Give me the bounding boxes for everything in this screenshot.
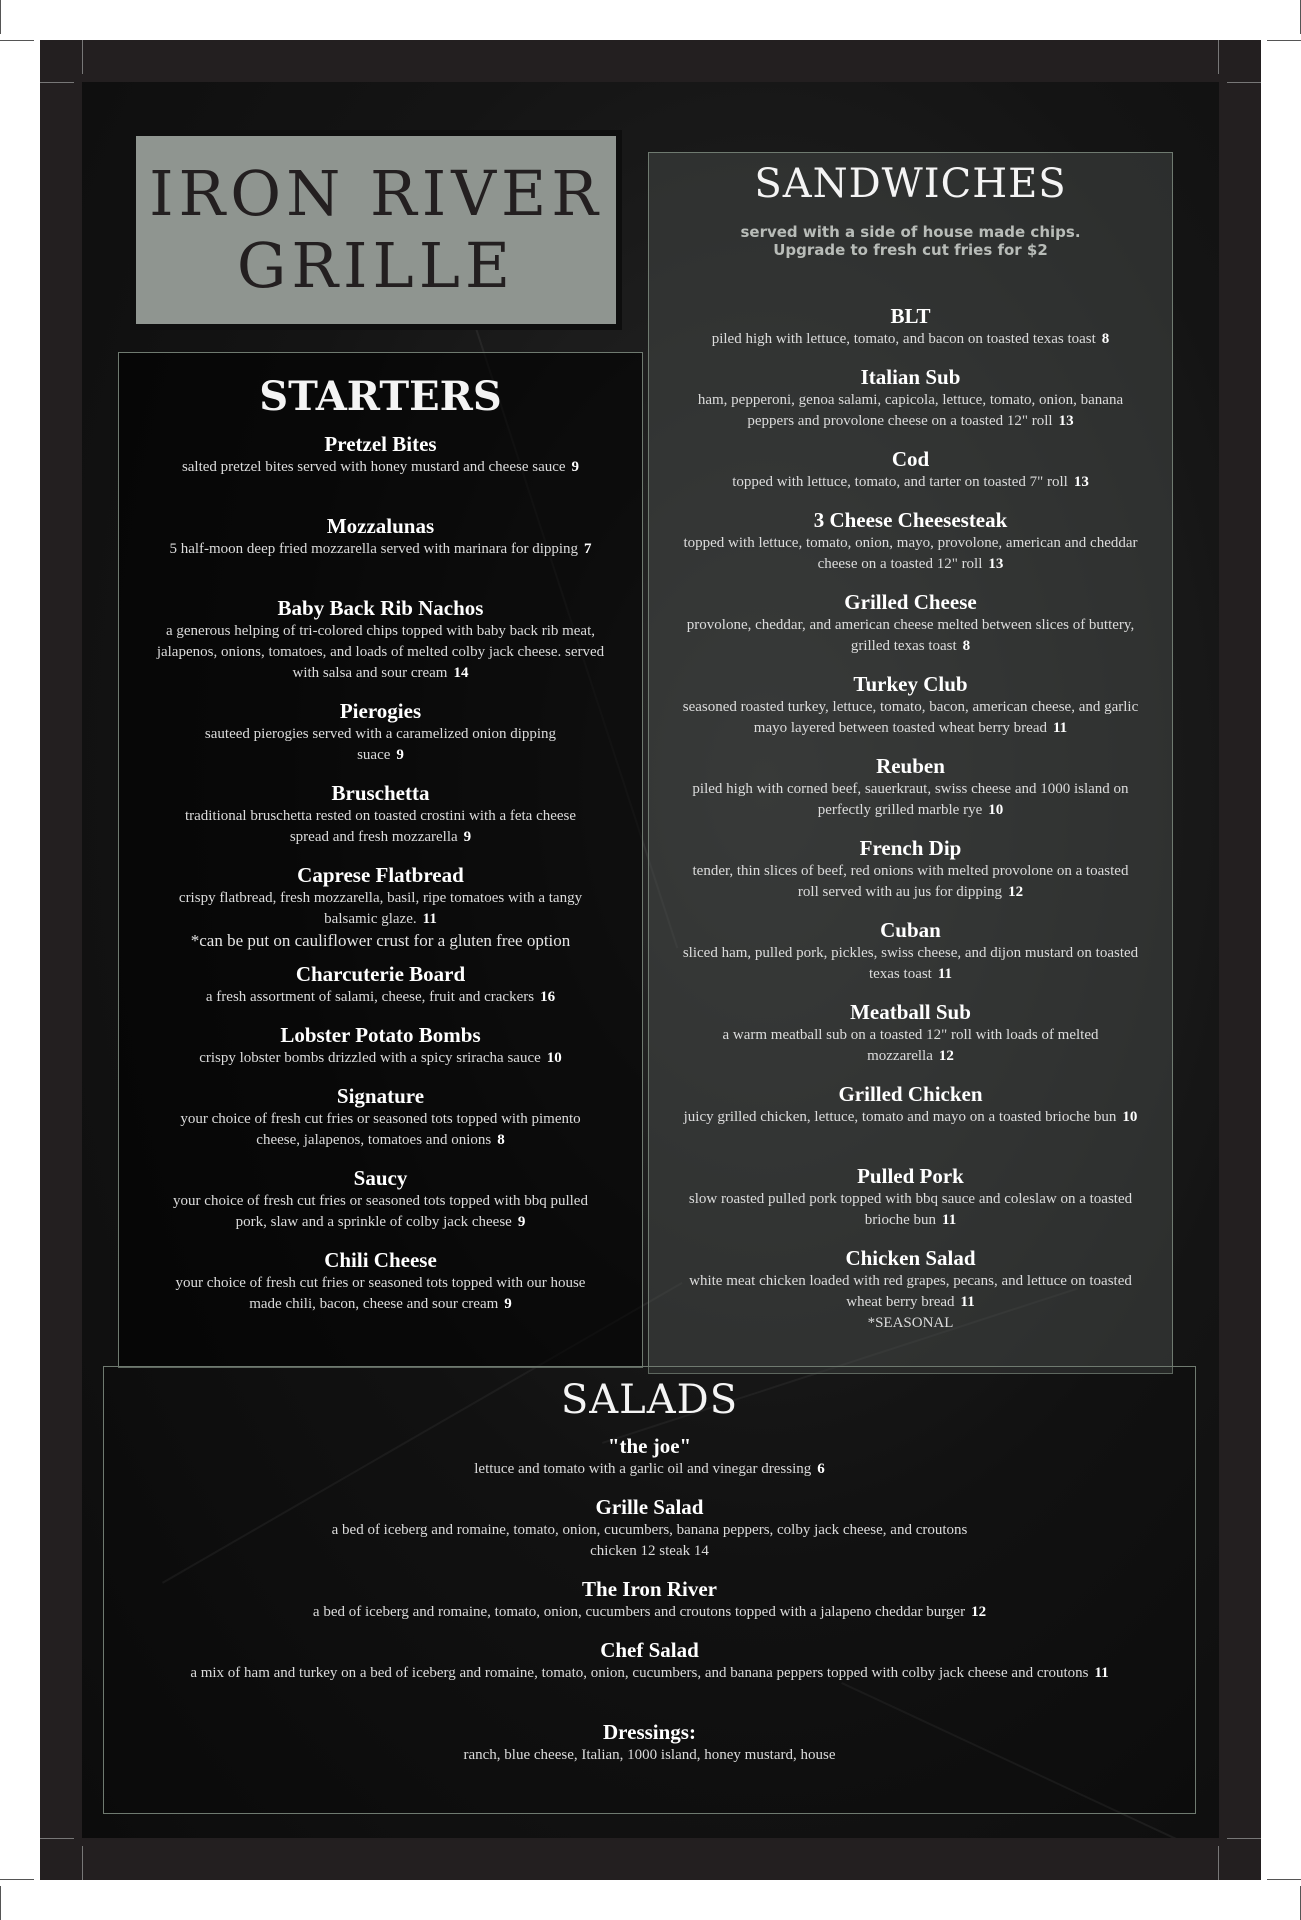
menu-item xyxy=(104,1433,1195,1480)
item-description: traditional bruschetta rested on toasted crostini with a feta cheese spread and fresh mozzarella 9 xyxy=(184,808,577,845)
item-description: a warm meatball sub on a toasted 12" roll with loads of melted mozzarella 12 xyxy=(722,1027,1099,1064)
item-name: 3 Cheese Cheesesteak xyxy=(813,508,1008,532)
menu-item xyxy=(119,513,642,560)
item-price: 11 xyxy=(1053,720,1068,736)
title-line-2: GRILLE xyxy=(236,229,516,302)
item-description: white meat chicken loaded with red grapes, pecans, and lettuce on toasted wheat berry bread 11 xyxy=(689,1273,1132,1310)
salads-heading: SALADS xyxy=(560,1377,739,1423)
item-description: lettuce and tomato with a garlic oil and vinegar dressing 6 xyxy=(474,1461,825,1477)
menu-item xyxy=(119,862,642,952)
item-name: Reuben xyxy=(876,754,945,778)
crop-mark xyxy=(0,1879,34,1880)
item-price: 10 xyxy=(988,802,1004,818)
item-price: 8 xyxy=(962,638,971,654)
menu-item xyxy=(119,1247,642,1315)
menu-item xyxy=(649,917,1172,985)
crop-mark xyxy=(1218,1846,1219,1880)
menu-item xyxy=(104,1719,1195,1766)
item-price: 13 xyxy=(988,556,1004,572)
item-description: a fresh assortment of salami, cheese, fruit and crackers 16 xyxy=(205,989,556,1005)
item-note: *can be put on cauliflower crust for a gluten free option xyxy=(190,931,571,950)
item-description: topped with lettuce, tomato, onion, mayo, provolone, american and cheddar cheese on a toasted 12" roll 13 xyxy=(683,535,1138,572)
menu-item xyxy=(119,961,642,1008)
item-price-options: chicken 12 steak 14 xyxy=(590,1543,709,1559)
menu-item xyxy=(119,1022,642,1069)
item-price: 11 xyxy=(937,966,953,982)
item-description: ham, pepperoni, genoa salami, capicola, lettuce, tomato, onion, banana peppers and provolone cheese on a toasted 12" roll 13 xyxy=(697,392,1124,429)
item-name: Chef Salad xyxy=(600,1638,699,1662)
item-name: French Dip xyxy=(859,836,962,860)
item-name: Turkey Club xyxy=(853,672,968,696)
menu-item xyxy=(649,1081,1172,1128)
item-name: Pretzel Bites xyxy=(324,432,437,456)
menu-item xyxy=(119,595,642,684)
menu-item xyxy=(119,1165,642,1233)
item-price: 14 xyxy=(453,665,469,681)
item-description: your choice of fresh cut fries or seasoned tots topped with pimento cheese, jalapenos, tomatoes and onions 8 xyxy=(180,1111,581,1148)
menu-item xyxy=(649,303,1172,350)
item-description: seasoned roasted turkey, lettuce, tomato, bacon, american cheese, and garlic mayo layered between toasted wheat berry bread 11 xyxy=(682,699,1139,736)
menu-item xyxy=(649,999,1172,1067)
crop-mark xyxy=(1227,1838,1261,1839)
item-price: 8 xyxy=(497,1132,505,1148)
item-name: "the joe" xyxy=(607,1434,692,1458)
item-price: 12 xyxy=(938,1048,954,1064)
item-description: a bed of iceberg and romaine, tomato, onion, cucumbers and croutons topped with a jalapeno cheddar burger 12 xyxy=(312,1604,987,1620)
menu-item xyxy=(649,1163,1172,1231)
item-description: a generous helping of tri-colored chips topped with baby back rib meat, jalapenos, onions, tomatoes, and loads of melted colby jack cheese. served with salsa and sour cream 14 xyxy=(156,623,605,681)
crop-mark xyxy=(1267,1879,1301,1880)
item-name: Saucy xyxy=(353,1166,408,1190)
item-price: 6 xyxy=(817,1461,825,1477)
item-description: juicy grilled chicken, lettuce, tomato and mayo on a toasted brioche bun 10 xyxy=(683,1109,1138,1125)
item-description: crispy flatbread, fresh mozzarella, basil, ripe tomatoes with a tangy balsamic glaze. 11 xyxy=(178,890,583,927)
item-description: your choice of fresh cut fries or seasoned tots topped with our house made chili, bacon, cheese and sour cream 9 xyxy=(175,1275,586,1312)
item-name: Mozzalunas xyxy=(326,514,435,538)
item-price: 7 xyxy=(584,541,592,557)
item-description: crispy lobster bombs drizzled with a spicy sriracha sauce 10 xyxy=(199,1050,562,1066)
menu-item xyxy=(649,364,1172,432)
item-price: 8 xyxy=(1101,331,1110,347)
item-name: Italian Sub xyxy=(860,365,961,389)
item-description: a bed of iceberg and romaine, tomato, onion, cucumbers, banana peppers, colby jack cheese, and croutons xyxy=(331,1522,968,1538)
menu-item xyxy=(649,507,1172,575)
menu-item xyxy=(649,446,1172,493)
crop-mark xyxy=(40,82,74,83)
restaurant-title xyxy=(136,136,616,324)
item-description: 5 half-moon deep fried mozzarella served with marinara for dipping 7 xyxy=(169,541,592,557)
sandwiches-subheading: served with a side of house made chips. Upgrade to fresh cut fries for $2 xyxy=(740,223,1081,259)
menu-item xyxy=(649,1245,1172,1334)
sandwiches-panel xyxy=(648,152,1173,1374)
menu-item xyxy=(119,780,642,848)
item-price: 11 xyxy=(422,911,437,927)
item-price: 9 xyxy=(504,1296,512,1312)
menu-item xyxy=(649,835,1172,903)
crop-mark xyxy=(1267,40,1301,41)
item-name: Cuban xyxy=(880,918,941,942)
crop-mark xyxy=(0,0,1,34)
item-name: Charcuterie Board xyxy=(295,962,466,986)
item-description: tender, thin slices of beef, red onions with melted provolone on a toasted roll served with au jus for dipping 12 xyxy=(692,863,1129,900)
item-name: Meatball Sub xyxy=(850,1000,971,1024)
item-price: 10 xyxy=(546,1050,562,1066)
crop-mark xyxy=(40,1838,74,1839)
item-name: Pierogies xyxy=(339,699,422,723)
menu-item xyxy=(119,698,642,766)
item-name: Dressings: xyxy=(603,1720,696,1744)
item-price: 9 xyxy=(571,459,580,475)
menu-item xyxy=(649,589,1172,657)
crop-mark xyxy=(0,1886,1,1920)
crop-mark xyxy=(1227,82,1261,83)
item-price: 11 xyxy=(1094,1665,1109,1681)
crop-mark xyxy=(82,40,83,74)
menu-item xyxy=(649,753,1172,821)
item-description: piled high with lettuce, tomato, and bacon on toasted texas toast 8 xyxy=(711,331,1110,347)
item-name: Caprese Flatbread xyxy=(297,863,464,887)
item-price: 9 xyxy=(463,829,472,845)
item-description: slow roasted pulled pork topped with bbq sauce and coleslaw on a toasted brioche bun 11 xyxy=(688,1191,1133,1228)
item-price: 9 xyxy=(396,747,404,763)
item-name: Grille Salad xyxy=(595,1495,704,1519)
item-description: a mix of ham and turkey on a bed of iceberg and romaine, tomato, onion, cucumbers, and banana peppers topped with colby jack cheese and croutons 11 xyxy=(190,1665,1109,1681)
title-line-1: IRON RIVER xyxy=(149,157,603,230)
item-price: 13 xyxy=(1058,413,1074,429)
menu-item xyxy=(119,431,642,478)
starters-heading: STARTERS xyxy=(259,373,502,420)
menu-item xyxy=(119,1083,642,1151)
item-price: 10 xyxy=(1122,1109,1138,1125)
item-note: *SEASONAL xyxy=(867,1315,954,1331)
item-name: Grilled Chicken xyxy=(838,1082,983,1106)
sandwiches-heading: SANDWICHES xyxy=(754,161,1067,207)
item-description: salted pretzel bites served with honey mustard and cheese sauce 9 xyxy=(181,459,580,475)
item-price: 12 xyxy=(1008,884,1024,900)
item-price: 11 xyxy=(942,1212,957,1228)
item-name: Grilled Cheese xyxy=(844,590,977,614)
menu-item xyxy=(649,671,1172,739)
item-name: Signature xyxy=(336,1084,425,1108)
item-name: Lobster Potato Bombs xyxy=(280,1023,481,1047)
salads-panel xyxy=(103,1366,1196,1814)
item-price: 11 xyxy=(960,1294,975,1310)
item-name: Pulled Pork xyxy=(857,1164,964,1188)
item-price: 13 xyxy=(1073,474,1089,490)
item-description: sauteed pierogies served with a caramelized onion dipping suace 9 xyxy=(204,726,557,763)
item-name: Chili Cheese xyxy=(324,1248,437,1272)
item-name: Cod xyxy=(891,447,930,471)
item-description: your choice of fresh cut fries or seasoned tots topped with bbq pulled pork, slaw and a sprinkle of colby jack cheese 9 xyxy=(173,1193,588,1230)
item-description: provolone, cheddar, and american cheese melted between slices of buttery, grilled texas toast 8 xyxy=(686,617,1135,654)
menu-item xyxy=(104,1576,1195,1623)
item-price: 16 xyxy=(540,989,556,1005)
crop-mark xyxy=(0,40,34,41)
menu-item xyxy=(104,1494,1195,1562)
item-price: 12 xyxy=(971,1604,987,1620)
crop-mark xyxy=(1218,40,1219,74)
item-description: sliced ham, pulled pork, pickles, swiss cheese, and dijon mustard on toasted texas toast 11 xyxy=(682,945,1139,982)
item-name: Baby Back Rib Nachos xyxy=(277,596,484,620)
item-description: piled high with corned beef, sauerkraut, swiss cheese and 1000 island on perfectly grilled marble rye 10 xyxy=(692,781,1129,818)
item-price: 9 xyxy=(517,1214,526,1230)
item-name: The Iron River xyxy=(582,1577,717,1601)
crop-mark xyxy=(82,1846,83,1880)
starters-panel xyxy=(118,352,643,1368)
item-name: Bruschetta xyxy=(331,781,430,805)
item-name: Chicken Salad xyxy=(845,1246,976,1270)
item-name: BLT xyxy=(890,304,931,328)
menu-item xyxy=(104,1637,1195,1684)
item-description: ranch, blue cheese, Italian, 1000 island, honey mustard, house xyxy=(463,1747,836,1763)
item-description: topped with lettuce, tomato, and tarter on toasted 7" roll 13 xyxy=(732,474,1089,490)
